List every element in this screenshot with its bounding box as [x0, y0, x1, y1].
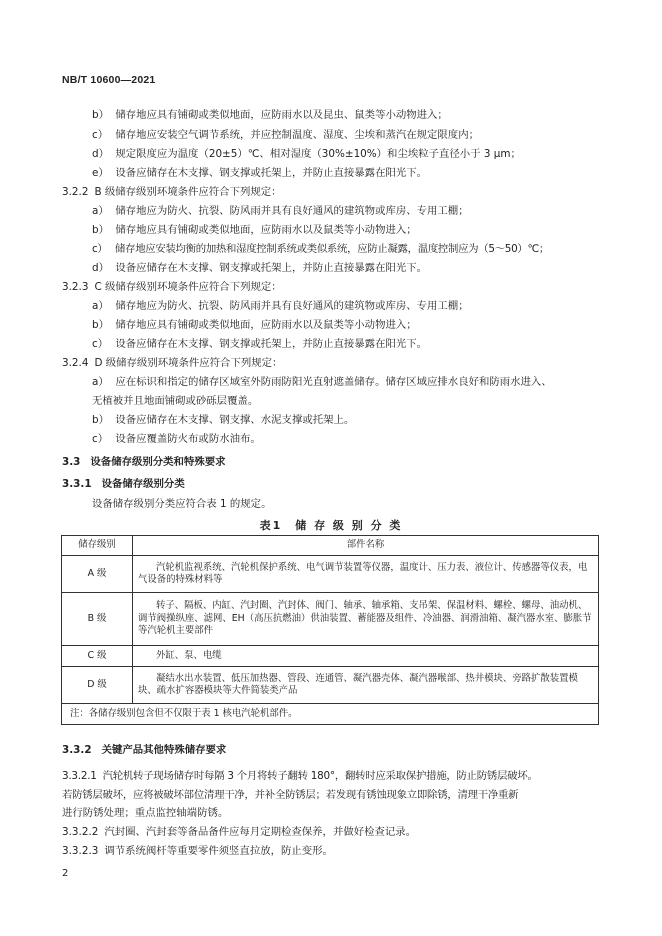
item-label: b）	[92, 224, 109, 236]
body-paragraph: 设备储存级别分类应符合表 1 的规定。	[92, 498, 272, 510]
table-cell-level: D 级	[62, 667, 133, 704]
clause-title: B 级储存级别环境条件应符合下列规定：	[94, 186, 282, 198]
item-text: 设备应储存在木支撑、钢支撑或托架上，并防止直接暴露在阳光下。	[115, 338, 428, 350]
table-header-level: 储存级别	[62, 536, 133, 556]
list-item	[92, 204, 469, 218]
table-note: 注：各储存级别包含但不仅限于表 1 核电汽轮机部件。	[62, 704, 599, 725]
item-text: 储存地应具有铺砌或类似地面，应防雨水以及昆虫、鼠类等小动物进入；	[115, 109, 448, 121]
section-title: 设备储存级别分类和特殊要求	[90, 456, 226, 468]
table-row	[62, 667, 599, 704]
table-cell-level: B 级	[62, 593, 133, 646]
item-label: d）	[92, 148, 109, 160]
item-label: c）	[92, 433, 109, 445]
table-row	[62, 593, 599, 646]
table-cell-parts: 凝结水出水装置、低压加热器、管段、连通管、凝汽器壳体、凝汽器喉部、热井模块、旁路扩散装置模块、疏水扩容器模块等大件简装类产品	[133, 667, 599, 704]
list-item	[92, 261, 427, 275]
item-text: 储存地应具有铺砌或类似地面，应防雨水以及鼠类等小动物进入；	[115, 319, 417, 331]
clause-title: 设备储存级别分类	[101, 478, 185, 490]
paragraph-text: 调节系统阀杆等重要零件须竖直拉放，防止变形。	[104, 845, 333, 857]
table-cell-level: A 级	[62, 556, 133, 593]
paragraph-text: 汽轮机转子现场储存时每隔 3 个月将转子翻转 180°，翻转时应采取保护措施，防止防锈层破坏。	[102, 770, 538, 782]
item-label: b）	[92, 319, 109, 331]
clause-number: 3.3.2.2	[62, 826, 99, 838]
list-item	[92, 413, 354, 427]
page-number: 2	[62, 868, 69, 879]
clause-heading	[62, 280, 282, 294]
item-text: 设备应储存在木支撑、钢支撑或托架上，并防止直接暴露在阳光下。	[115, 167, 428, 179]
item-text: 规定限度应为温度（20±5）℃、相对湿度（30%±10%）和尘埃粒子直径小于 3 μm；	[115, 148, 521, 160]
table-cell-parts: 汽轮机监视系统、汽轮机保护系统、电气调节装置等仪器，温度计、压力表、液位计、传感器等仪表，电气设备的特殊材料等	[133, 556, 599, 593]
table-header-parts: 部件名称	[133, 536, 599, 556]
list-item	[92, 128, 479, 142]
list-item-continuation: 无植被并且地面铺砌或砂砾层覆盖。	[92, 395, 259, 407]
clause-number: 3.3.2	[62, 744, 92, 756]
item-label: c）	[92, 338, 109, 350]
item-label: c）	[92, 129, 109, 141]
table-row	[62, 556, 599, 593]
item-label: b）	[92, 109, 109, 121]
table-row	[62, 646, 599, 667]
item-text: 设备应覆盖防火布或防水油布。	[115, 433, 261, 445]
clause-title: 关键产品其他特殊储存要求	[101, 744, 227, 756]
clause-heading	[62, 185, 282, 199]
clause-heading	[62, 743, 226, 757]
item-text: 储存地应安装均衡的加热和湿度控制系统或类似系统，应防止凝露，温度控制应为（5～50）℃；	[115, 243, 549, 255]
list-item	[92, 337, 427, 351]
standard-number: NB/T 10600—2021	[62, 74, 156, 86]
paragraph-line	[62, 844, 333, 858]
list-item	[92, 223, 417, 237]
item-text: 储存地应安装空气调节系统，并应控制温度、湿度、尘埃和蒸汽在规定限度内；	[115, 129, 479, 141]
paragraph-line	[62, 769, 538, 783]
paragraph-text: 汽封圈、汽封套等备品备件应每月定期检查保养，并做好检查记录。	[104, 826, 417, 838]
table-caption: 表1 储 存 级 别 分 类	[259, 519, 403, 532]
item-text: 储存地应具有铺砌或类似地面，应防雨水以及鼠类等小动物进入；	[115, 224, 417, 236]
list-item	[92, 432, 261, 446]
item-label: d）	[92, 262, 109, 274]
list-item	[92, 108, 448, 122]
item-label: a）	[92, 300, 109, 312]
list-item	[92, 375, 552, 389]
storage-level-table	[61, 535, 599, 725]
item-label: c）	[92, 243, 108, 255]
clause-number: 3.2.3	[62, 281, 89, 293]
item-text: 设备应储存在木支撑、钢支撑或托架上，并防止直接暴露在阳光下。	[115, 262, 428, 274]
table-cell-parts: 转子、隔板、内缸、汽封圈、汽封体、阀门、轴承、轴承箱、支吊架、保温材料、螺栓、螺母、油动机、调节阀操纵座、滤网、EH（高压抗燃油）供油装置、蓄能器及组件、冷油器、润滑油箱、凝汽器水室、膨胀节等汽轮机主要部件	[133, 593, 599, 646]
clause-number: 3.3.2.3	[62, 845, 99, 857]
item-text: 应在标识和指定的储存区域室外防雨防阳光直射遮盖储存。储存区域应排水良好和防雨水进入、	[115, 376, 552, 388]
section-number: 3.3	[62, 456, 81, 468]
clause-number: 3.3.1	[62, 478, 92, 490]
item-text: 储存地应为防火、抗裂、防风雨并具有良好通风的建筑物或库房、专用工棚；	[115, 205, 469, 217]
item-label: b）	[92, 414, 109, 426]
item-label: e）	[92, 167, 109, 179]
list-item	[92, 166, 427, 180]
paragraph-line: 进行防锈处理；重点监控轴端防锈。	[62, 807, 229, 819]
table-cell-parts: 外缸、泵、电缆	[133, 646, 599, 667]
list-item	[92, 242, 549, 256]
clause-title: C 级储存级别环境条件应符合下列规定：	[94, 281, 282, 293]
item-label: a）	[92, 376, 109, 388]
list-item	[92, 299, 469, 313]
item-text: 储存地应为防火、抗裂、防风雨并具有良好通风的建筑物或库房、专用工棚；	[115, 300, 469, 312]
clause-heading	[62, 356, 282, 370]
table-header-row	[62, 536, 599, 556]
table-note-row	[62, 704, 599, 725]
paragraph-line	[62, 825, 416, 839]
clause-title: D 级储存级别环境条件应符合下列规定：	[94, 357, 283, 369]
clause-number: 3.3.2.1	[62, 770, 97, 782]
item-text: 设备应储存在木支撑、钢支撑、水泥支撑或托架上。	[115, 414, 355, 426]
clause-number: 3.2.2	[62, 186, 89, 198]
item-label: a）	[92, 205, 109, 217]
paragraph-line: 若防锈层破坏，应将被破坏部位清理干净，并补全防锈层；若发现有锈蚀现象立即除锈，清理干净重新	[62, 789, 519, 801]
list-item	[92, 318, 417, 332]
table-cell-level: C 级	[62, 646, 133, 667]
section-heading	[62, 455, 226, 469]
list-item	[92, 147, 521, 161]
clause-heading	[62, 477, 185, 491]
clause-number: 3.2.4	[62, 357, 89, 369]
